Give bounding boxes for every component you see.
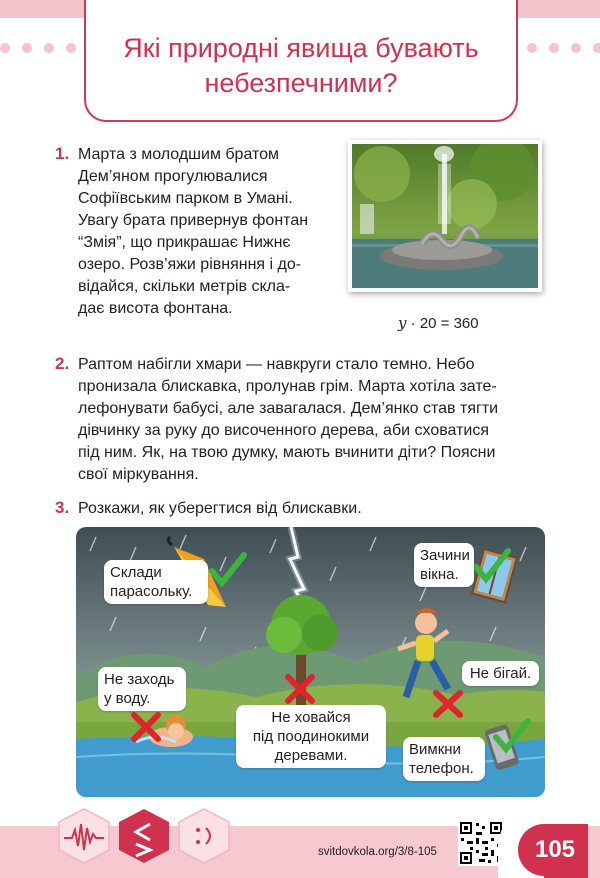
- task-1-line: відайся, скільки метрів скла-: [78, 278, 291, 295]
- bubble-line: вікна.: [420, 566, 459, 583]
- bubble-fold-umbrella: [104, 560, 208, 604]
- title-line-2: небезпечними?: [204, 68, 398, 98]
- bubble-line: деревами.: [274, 747, 348, 764]
- bubble-line: Вимкни: [409, 741, 461, 758]
- dot-row-right: [527, 43, 600, 53]
- smile-icon: [178, 808, 230, 864]
- task-3-number: 3.: [55, 498, 70, 517]
- task-1-number: 1.: [55, 144, 70, 163]
- bubble-line: Не заходь: [104, 671, 175, 688]
- bubble-line: Зачини: [420, 547, 470, 564]
- bubble-line: Не ховайся: [271, 709, 351, 726]
- task-1-line: Софіївським парком в Умані.: [78, 190, 293, 207]
- task-2-line: під ним. Як, на твою думку, мають вчинити діти? Поясни: [78, 444, 496, 461]
- task-1-line: Марта з молодшим братом: [78, 146, 280, 163]
- task-2-line: пронизала блискавка, пролунав грім. Марта хотіла зате-: [78, 378, 497, 395]
- title-box: [84, 0, 518, 122]
- bubble-line: телефон.: [409, 760, 474, 777]
- equation: [398, 314, 479, 332]
- bubble-line: під поодинокими: [252, 728, 370, 745]
- task-1-line: озеро. Розв’яжи рівняння і до-: [78, 256, 302, 273]
- task-1-line: дає висота фонтана.: [78, 300, 233, 317]
- task-1-line: Дем’яном прогулювалися: [78, 168, 268, 185]
- equation-variable: y: [398, 314, 407, 332]
- page-number: 105: [534, 836, 576, 863]
- bubble-turn-off-phone: [403, 737, 485, 781]
- fountain-photo-art: [352, 144, 538, 288]
- task-1-line: “Змія”, що прикрашає Нижнє: [78, 234, 291, 251]
- comparison-icon: [118, 808, 170, 864]
- bubble-line: Не бігай.: [469, 665, 532, 682]
- footer-url[interactable]: svitdovkola.org/3/8-105: [318, 846, 437, 858]
- task-2-line: свої міркування.: [78, 466, 199, 483]
- task-2-line: дівчинку за руку до височенного дерева, аби сховатися: [78, 422, 490, 439]
- bubble-line: парасольку.: [110, 583, 193, 600]
- bubble-line: Склади: [110, 564, 162, 581]
- bubble-line: у воду.: [104, 690, 151, 707]
- task-3-line: Розкажи, як уберегтися від блискавки.: [78, 500, 362, 517]
- lightning-safety-illustration: [76, 527, 545, 797]
- bubble-dont-enter-water: [98, 667, 186, 711]
- heartbeat-icon: [58, 808, 110, 864]
- bubble-dont-run: [462, 661, 539, 686]
- page-title: [123, 31, 478, 101]
- bubble-dont-hide-under-trees: [236, 705, 386, 768]
- fountain-photo: [348, 140, 542, 292]
- task-1-text: [78, 144, 338, 320]
- task-2-text: [78, 354, 548, 486]
- bubble-close-windows: [414, 543, 474, 587]
- task-2-line: лефонувати бабусі, але завагалася. Дем’янко став тягти: [78, 400, 499, 417]
- task-1-line: Увагу брата привернув фонтан: [78, 212, 309, 229]
- equation-expression: · 20 = 360: [406, 315, 479, 332]
- task-2-line: Раптом набігли хмари — навкруги стало темно. Небо: [78, 356, 475, 373]
- task-3-text: [78, 498, 548, 520]
- title-line-1: Які природні явища бувають: [123, 33, 479, 63]
- task-2-number: 2.: [55, 354, 70, 373]
